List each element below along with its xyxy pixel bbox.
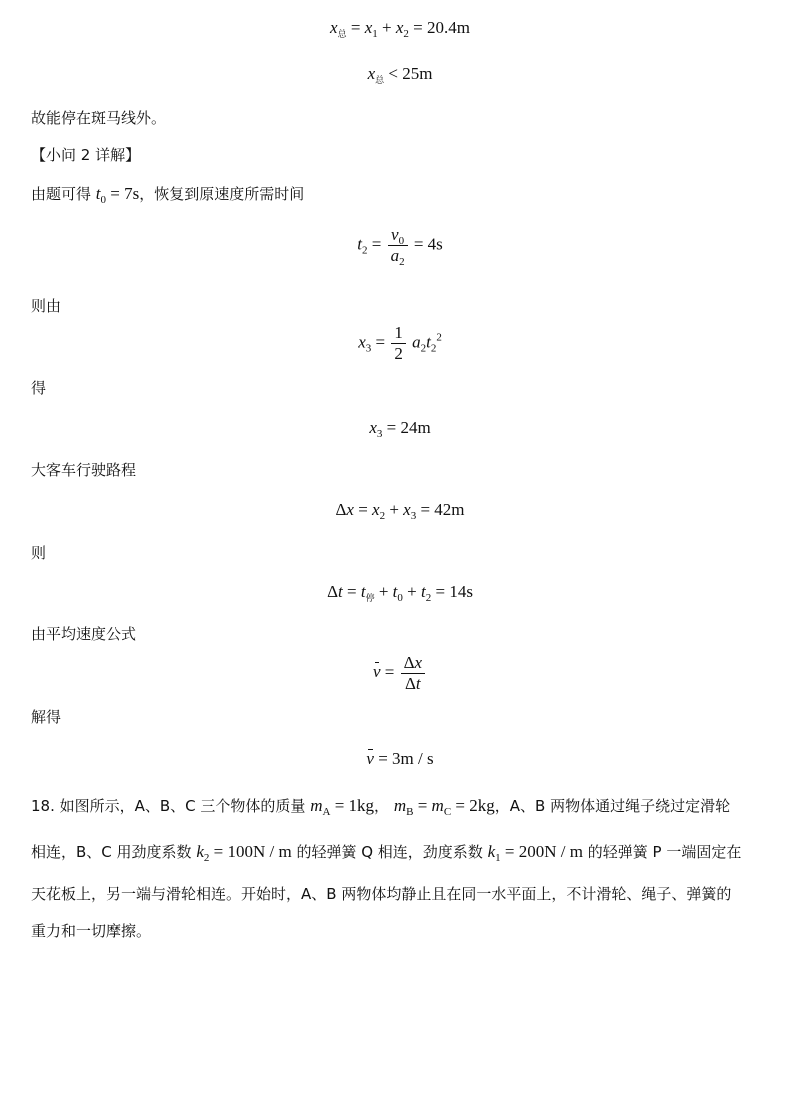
equation-delta-x: $\Delta x = x_2 + x_3 = 42m$: [335, 500, 465, 522]
question-18-line-3: 天花板上，另一端与滑轮相连。开始时，A、B 两物体均静止且在同一水平面上，不计滑轮、绳子、弹簧的: [31, 885, 732, 903]
question-18-line-1: 18. 如图所示，A、B、C 三个物体的质量 $m_A = 1kg$， $m_B = m_C = 2kg$，A、B 两物体通过绳子绕过定滑轮: [31, 796, 731, 818]
text-solve: 解得: [31, 708, 62, 726]
question-18-line-4: 重力和一切摩擦。: [31, 922, 152, 940]
text-t0-line: 由题可得 $t_0 = 7s$，恢复到原速度所需时间: [31, 184, 305, 206]
equation-t2: $t_2$ = $\frac{v_0}{a_2}$ = 4s: [357, 225, 443, 268]
text-then: 则: [31, 544, 47, 562]
fraction-dx-dt: $\frac{\Delta x}{\Delta t}$: [401, 653, 425, 694]
text-bus-distance: 大客车行驶路程: [31, 461, 137, 479]
equation-x-total: $x_总 = x_1 + x_2 = 20.4m$: [330, 18, 470, 40]
equation-x-less: $x_总 < 25m$: [367, 64, 433, 86]
fraction-one-half: $\frac{1}{2}$: [391, 323, 406, 364]
question-18-line-2: 相连，B、C 用劲度系数 $k_2 = 100N / m$ 的轻弹簧 Q 相连，劲度系数 $k_1 = 200N / m$ 的轻弹簧 P 一端固定在: [31, 842, 742, 864]
equation-average-speed-value: v = 3m / s: [366, 749, 434, 768]
text-average-speed-formula: 由平均速度公式: [31, 625, 137, 643]
equation-x3-formula: $x_3$ = $\frac{1}{2}$ $a_2t_2^2$: [358, 323, 442, 363]
equation-delta-t: $\Delta t = t_停 + t_0 + t_2 = 14s$: [327, 582, 473, 604]
equation-average-speed: v = $\frac{\Delta x}{\Delta t}$: [0, 653, 800, 694]
text-then-by: 则由: [31, 297, 62, 315]
text-can-stop: 故能停在斑马线外。: [31, 109, 167, 127]
equation-x3-value: $x_3 = 24m$: [369, 418, 431, 440]
fraction-v0-a2: $\frac{v_0}{a_2}$: [388, 225, 408, 266]
heading-question-2: 【小问 2 详解】: [31, 146, 141, 164]
text-get: 得: [31, 379, 47, 397]
